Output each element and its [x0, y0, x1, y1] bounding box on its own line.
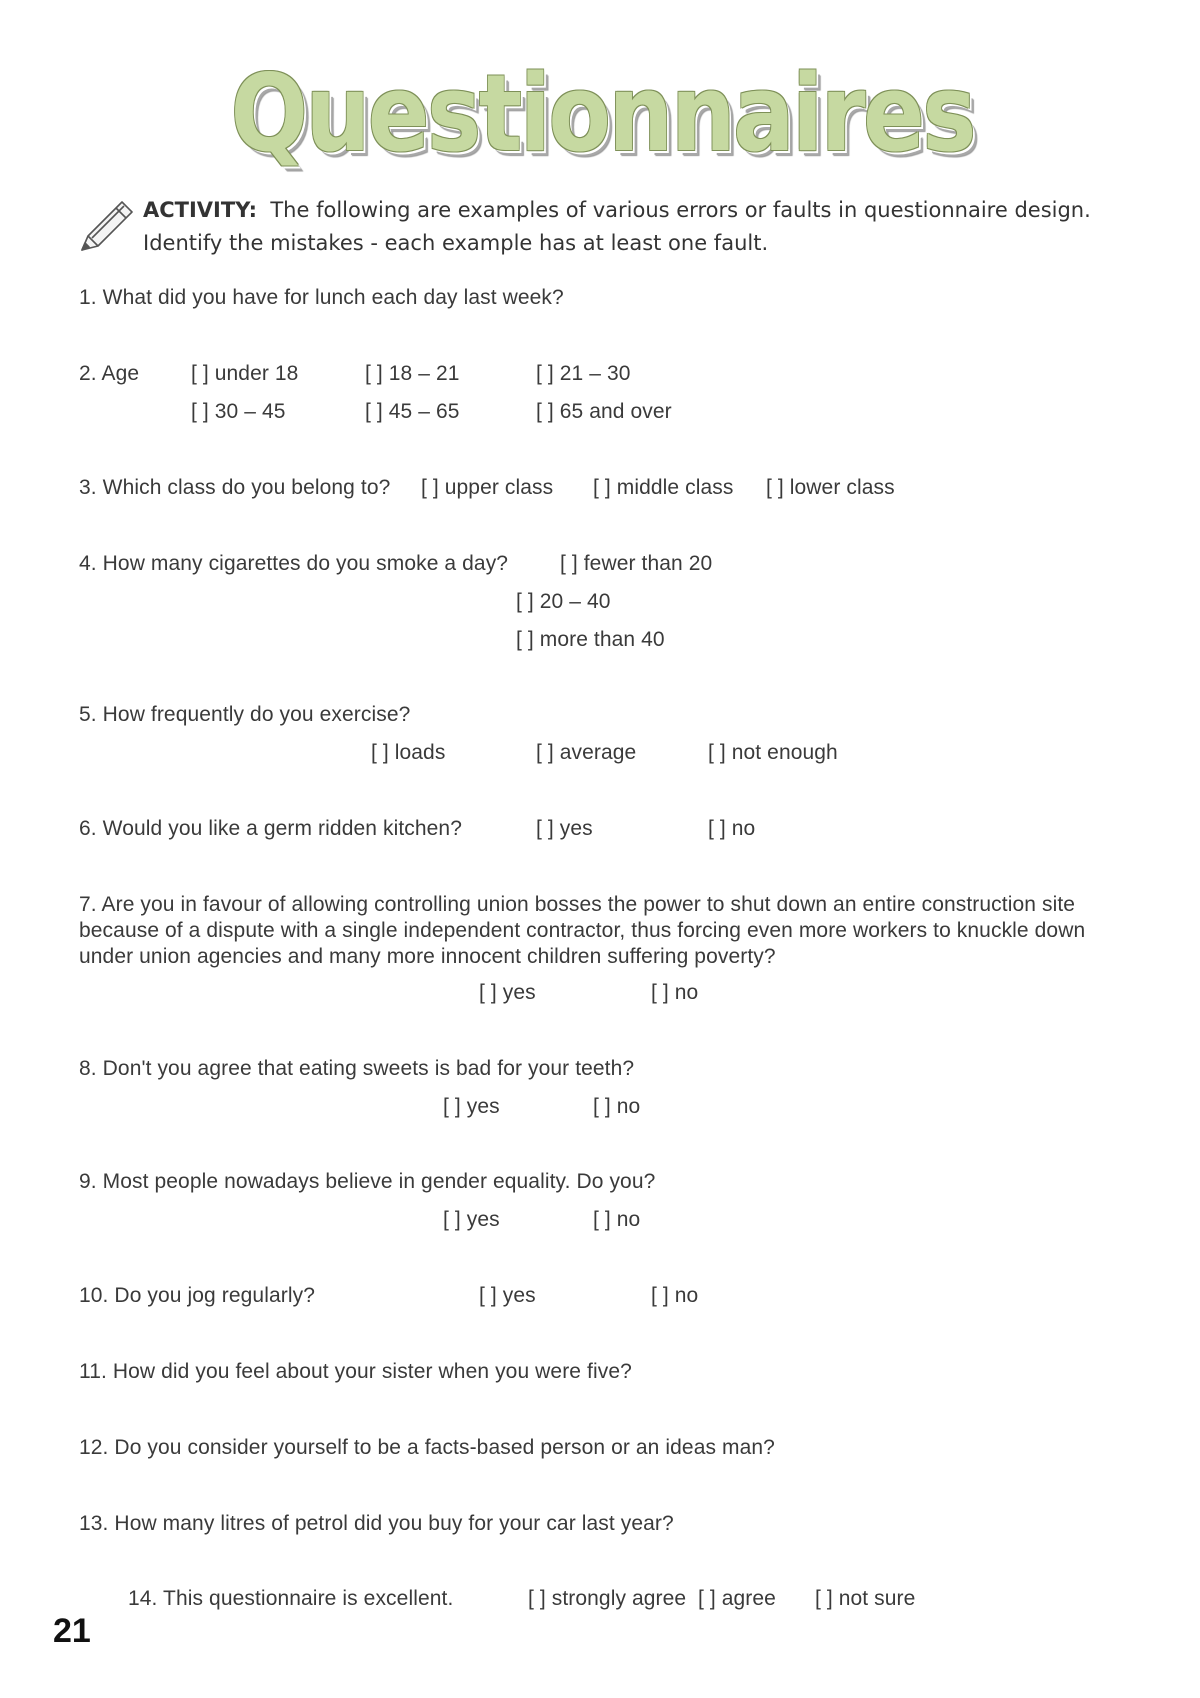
question-8: 8. Don't you agree that eating sweets is bad for your teeth?: [79, 1057, 635, 1080]
q2-option-21-30[interactable]: [ ] 21 – 30: [536, 362, 631, 385]
q2-option-65-over[interactable]: [ ] 65 and over: [536, 400, 672, 423]
q5-option-not-enough[interactable]: [ ] not enough: [708, 741, 838, 764]
question-14: 14. This questionnaire is excellent.: [128, 1587, 454, 1610]
question-6: 6. Would you like a germ ridden kitchen?: [79, 817, 462, 840]
q14-option-not-sure[interactable]: [ ] not sure: [815, 1587, 916, 1610]
q3-option-middle-class[interactable]: [ ] middle class: [593, 476, 734, 499]
q2-option-under-18[interactable]: [ ] under 18: [191, 362, 299, 385]
activity-line-1: The following are examples of various errors or faults in questionnaire design.: [270, 198, 1091, 222]
q4-option-more-than-40[interactable]: [ ] more than 40: [516, 628, 665, 651]
q2-option-30-45[interactable]: [ ] 30 – 45: [191, 400, 286, 423]
question-7: 7. Are you in favour of allowing controlling union bosses the power to shut down an entire construction site because of a dispute with a single independent contractor, thus forcing even more workers to knuckle down under union agencies and many more innocent children suffering poverty?: [79, 893, 1086, 968]
q10-option-yes[interactable]: [ ] yes: [479, 1284, 536, 1307]
q8-option-no[interactable]: [ ] no: [593, 1095, 641, 1118]
question-3: 3. Which class do you belong to?: [79, 476, 391, 499]
page-title: Questionnaires: [230, 52, 974, 175]
activity-line-2: Identify the mistakes - each example has at least one fault.: [143, 231, 769, 255]
q7-option-yes[interactable]: [ ] yes: [479, 981, 536, 1004]
q4-option-20-40[interactable]: [ ] 20 – 40: [516, 590, 611, 613]
q7-option-no[interactable]: [ ] no: [651, 981, 699, 1004]
question-12: 12. Do you consider yourself to be a facts-based person or an ideas man?: [79, 1436, 775, 1459]
q5-option-loads[interactable]: [ ] loads: [371, 741, 446, 764]
activity-label: ACTIVITY:: [143, 198, 257, 222]
q14-option-agree[interactable]: [ ] agree: [698, 1587, 776, 1610]
question-2-label: 2. Age: [79, 362, 140, 385]
question-11: 11. How did you feel about your sister when you were five?: [79, 1360, 632, 1383]
activity-instructions: [143, 194, 1091, 260]
question-4: 4. How many cigarettes do you smoke a day?: [79, 552, 509, 575]
q3-option-upper-class[interactable]: [ ] upper class: [421, 476, 554, 499]
question-1: 1. What did you have for lunch each day last week?: [79, 286, 564, 309]
q4-option-fewer-than-20[interactable]: [ ] fewer than 20: [560, 552, 713, 575]
q2-option-45-65[interactable]: [ ] 45 – 65: [365, 400, 460, 423]
q3-option-lower-class[interactable]: [ ] lower class: [766, 476, 895, 499]
pencil-icon: [78, 198, 136, 256]
page-number: 21: [53, 1612, 91, 1650]
q6-option-yes[interactable]: [ ] yes: [536, 817, 593, 840]
q8-option-yes[interactable]: [ ] yes: [443, 1095, 500, 1118]
question-9: 9. Most people nowadays believe in gender equality. Do you?: [79, 1170, 656, 1193]
q10-option-no[interactable]: [ ] no: [651, 1284, 699, 1307]
question-13: 13. How many litres of petrol did you buy for your car last year?: [79, 1512, 674, 1535]
q9-option-yes[interactable]: [ ] yes: [443, 1208, 500, 1231]
q2-option-18-21[interactable]: [ ] 18 – 21: [365, 362, 460, 385]
q9-option-no[interactable]: [ ] no: [593, 1208, 641, 1231]
q14-option-strongly-agree[interactable]: [ ] strongly agree: [528, 1587, 687, 1610]
question-10: 10. Do you jog regularly?: [79, 1284, 315, 1307]
q5-option-average[interactable]: [ ] average: [536, 741, 637, 764]
q6-option-no[interactable]: [ ] no: [708, 817, 756, 840]
question-5: 5. How frequently do you exercise?: [79, 703, 411, 726]
